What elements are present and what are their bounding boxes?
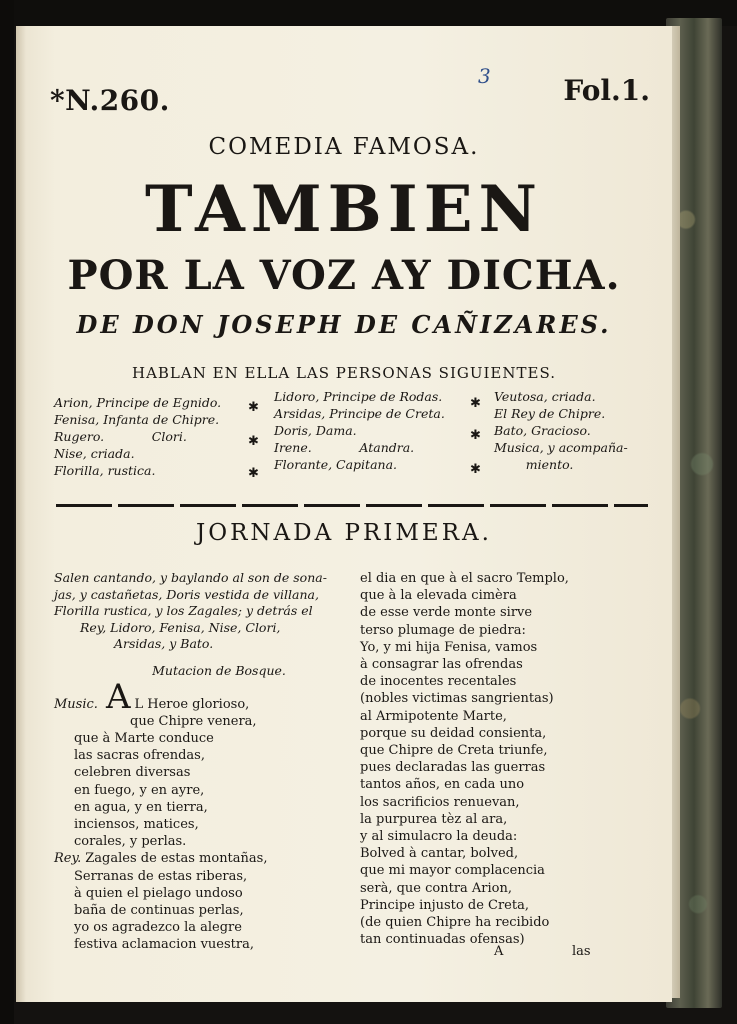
left-text-column — [54, 570, 344, 954]
verse-line: Yo, y mi hija Fenisa, vamos — [360, 639, 538, 655]
verse-line: que Chipre de Creta triunfe, — [360, 743, 548, 759]
cast-entry: Doris, Dama. — [274, 423, 357, 438]
act-heading: JORNADA PRIMERA. — [196, 520, 492, 546]
cast-column-2 — [274, 388, 445, 473]
verse-text: celebren diversas — [74, 765, 191, 781]
signature-mark: A — [494, 944, 504, 959]
stage-line: Salen cantando, y baylando al son de sona- — [54, 570, 327, 585]
verse-text: L Heroe glorioso, — [134, 696, 250, 712]
stage-line: Rey, Lidoro, Fenisa, Nise, Clori, — [80, 619, 281, 635]
cast-entry: Nise, criada. — [54, 446, 135, 461]
verse-text: corales, y perlas. — [74, 834, 187, 850]
verse-line: el dia en que à el sacro Templo, — [360, 571, 569, 586]
verse-line — [54, 782, 344, 799]
verse-block — [54, 676, 344, 954]
cast-entry: Lidoro, Principe de Rodas. — [274, 389, 443, 404]
stage-line: jas, y castañetas, Doris vestida de villana, — [54, 586, 319, 602]
stage-direction — [54, 570, 344, 653]
cast-entry: miento. — [494, 457, 574, 472]
author-line: DE DON JOSEPH DE CAÑIZARES. — [76, 310, 612, 339]
ornament-star: ✱ — [248, 466, 259, 481]
verse-line: Principe injusto de Creta, — [360, 897, 529, 913]
cast-entry: Rugero. Clori. — [54, 429, 187, 444]
folio-number: Fol.1. — [563, 74, 650, 107]
verse-text: inciensos, matices, — [74, 816, 199, 832]
verse-text: à quien el pielago undoso — [74, 885, 243, 901]
ornament-star: ✱ — [470, 396, 481, 411]
cast-entry: Florante, Capitana. — [274, 457, 398, 472]
book-spine-shadow — [0, 0, 14, 1024]
verse-line — [54, 799, 344, 816]
main-title: TAMBIEN — [145, 172, 543, 247]
verse-line: y al simulacro la deuda: — [360, 829, 518, 845]
verse-line: de esse verde monte sirve — [360, 605, 533, 621]
subtitle: POR LA VOZ AY DICHA. — [67, 252, 621, 299]
cast-entry: Arsidas, Principe de Creta. — [274, 406, 445, 421]
verse-line — [54, 850, 344, 867]
verse-line — [54, 902, 344, 919]
stage-line: Arsidas, y Bato. — [114, 636, 214, 651]
verse-line: à consagrar las ofrendas — [360, 657, 523, 673]
verse-block — [360, 570, 670, 948]
verse-line — [54, 885, 344, 902]
verse-text: festiva aclamacion vuestra, — [74, 937, 254, 953]
catchword: las — [572, 944, 591, 959]
verse-line: pues declaradas las guerras — [360, 760, 546, 776]
verse-line — [54, 713, 344, 730]
cast-entry: Bato, Gracioso. — [494, 423, 591, 438]
verse-line: tan continuadas ofensas) — [360, 932, 525, 948]
verse-text: en agua, y en tierra, — [74, 799, 208, 815]
verse-line — [54, 730, 344, 747]
verse-text: que à Marte conduce — [74, 730, 214, 746]
verse-text: que Chipre venera, — [130, 713, 257, 729]
ornament-star: ✱ — [470, 462, 481, 477]
verse-line — [54, 936, 344, 953]
verse-line: al Armipotente Marte, — [360, 708, 507, 724]
verse-line: serà, que contra Arion, — [360, 880, 513, 896]
verse-line — [54, 833, 344, 850]
verse-line: terso plumage de piedra: — [360, 622, 526, 638]
verse-line: que à la elevada cimèra — [360, 588, 517, 604]
verse-line — [54, 919, 344, 936]
cast-heading: HABLAN EN ELLA LAS PERSONAS SIGUIENTES. — [132, 364, 556, 382]
verse-line: Bolved à cantar, bolved, — [360, 846, 519, 862]
cast-column-3 — [494, 388, 628, 473]
cast-entry: Florilla, rustica. — [54, 463, 156, 478]
verse-text: en fuego, y en ayre, — [74, 782, 205, 798]
verse-line — [54, 868, 344, 885]
stage-line: Florilla rustica, y los Zagales; y detrás el — [54, 603, 313, 618]
ornament-star: ✱ — [470, 428, 481, 443]
verse-text: baña de continuas perlas, — [74, 902, 244, 918]
comedia-heading: COMEDIA FAMOSA. — [208, 134, 480, 160]
verse-line — [54, 747, 344, 764]
verse-line — [54, 676, 344, 717]
verse-line — [54, 816, 344, 833]
verse-line — [54, 764, 344, 781]
drop-cap: A — [105, 676, 131, 717]
verse-text: yo os agradezco la alegre — [74, 920, 242, 936]
speaker-label: Rey. — [54, 851, 82, 867]
cast-entry: Arion, Principe de Egnido. — [54, 395, 222, 410]
handwritten-mark: 3 — [478, 64, 491, 88]
verse-line: que mi mayor complacencia — [360, 863, 545, 879]
cast-entry: Irene. Atandra. — [274, 440, 415, 455]
verse-line: tantos años, en cada uno — [360, 777, 525, 793]
divider-rule — [56, 504, 648, 507]
cast-entry: Fenisa, Infanta de Chipre. — [54, 412, 220, 427]
verse-line: (nobles victimas sangrientas) — [360, 691, 554, 707]
book-page — [16, 26, 672, 1002]
ornament-star: ✱ — [248, 400, 259, 415]
verse-line: los sacrificios renuevan, — [360, 794, 520, 810]
verse-line: la purpurea tèz al ara, — [360, 811, 508, 827]
right-text-column — [360, 570, 670, 948]
cast-entry: Musica, y acompaña- — [494, 440, 628, 455]
top-shadow — [0, 0, 737, 26]
verse-text: Zagales de estas montañas, — [85, 851, 268, 867]
cast-entry: El Rey de Chipre. — [494, 406, 606, 421]
cast-entry: Veutosa, criada. — [494, 389, 596, 404]
verse-text: Serranas de estas riberas, — [74, 868, 248, 884]
cast-column-1 — [54, 394, 221, 479]
speaker-label: Music. — [54, 696, 98, 712]
play-number: *N.260. — [50, 84, 170, 117]
verse-line: (de quien Chipre ha recibido — [360, 915, 550, 931]
ornament-star: ✱ — [248, 434, 259, 449]
verse-line: de inocentes recentales — [360, 674, 517, 690]
verse-line: porque su deidad consienta, — [360, 725, 547, 741]
scene-change: Mutacion de Bosque. — [152, 662, 286, 678]
verse-text: las sacras ofrendas, — [74, 748, 205, 764]
